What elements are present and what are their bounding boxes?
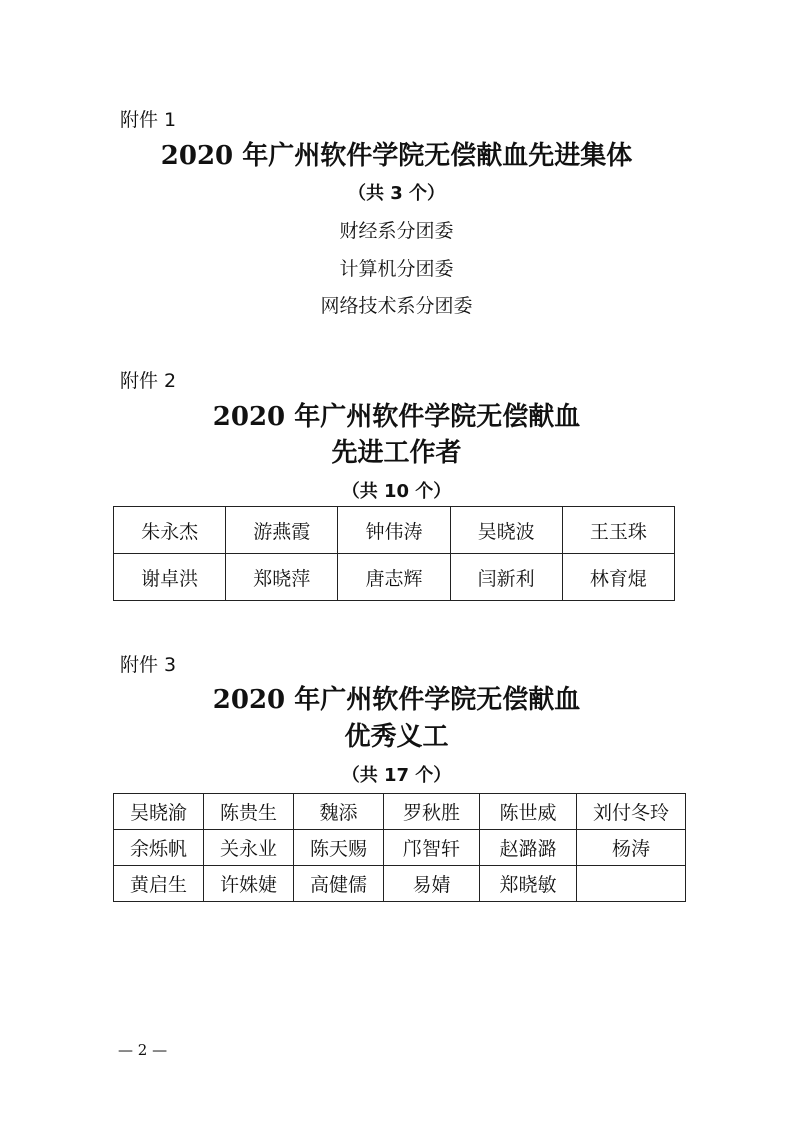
unit-name: 计算机分团委 (339, 258, 454, 280)
name-cell: 陈天赐 (294, 830, 384, 866)
attachment-label: 附件 1 (120, 109, 177, 131)
empty-cell (577, 866, 686, 902)
name-cell: 朱永杰 (114, 507, 226, 554)
count-label: （共 3 个） (347, 183, 446, 204)
name-cell: 王玉珠 (562, 507, 674, 554)
name-cell: 邝智轩 (384, 830, 480, 866)
name-cell: 罗秋胜 (384, 794, 480, 830)
attachment-label: 附件 2 (120, 370, 177, 392)
name-cell: 陈贵生 (204, 794, 294, 830)
table-row (114, 507, 675, 554)
name-cell: 唐志辉 (338, 554, 450, 601)
section-title-line1: 2020 年广州软件学院无偿献血 (212, 402, 581, 432)
page-number: — 2 — (118, 1041, 168, 1059)
count-label: （共 17 个） (341, 765, 452, 786)
table-row (114, 830, 686, 866)
attachment-label: 附件 3 (120, 654, 177, 676)
name-cell: 余烁帆 (114, 830, 204, 866)
table-row (114, 554, 675, 601)
name-cell: 刘付冬玲 (577, 794, 686, 830)
name-cell: 魏添 (294, 794, 384, 830)
name-cell: 吴晓渝 (114, 794, 204, 830)
name-cell: 林育焜 (562, 554, 674, 601)
unit-name: 财经系分团委 (339, 220, 454, 242)
name-cell: 高健儒 (294, 866, 384, 902)
name-cell: 许姝婕 (204, 866, 294, 902)
name-cell: 杨涛 (577, 830, 686, 866)
name-cell: 陈世威 (480, 794, 577, 830)
table-row (114, 794, 686, 830)
section-title-line2: 先进工作者 (331, 438, 462, 468)
section-title-line1: 2020 年广州软件学院无偿献血 (212, 685, 581, 715)
name-cell: 游燕霞 (226, 507, 338, 554)
count-label: （共 10 个） (341, 481, 452, 502)
table-row (114, 866, 686, 902)
section-title: 2020 年广州软件学院无偿献血先进集体 (160, 141, 633, 171)
name-cell: 易婧 (384, 866, 480, 902)
name-cell: 郑晓萍 (226, 554, 338, 601)
name-cell: 关永业 (204, 830, 294, 866)
section-title-line2: 优秀义工 (344, 722, 449, 752)
name-cell: 吴晓波 (450, 507, 562, 554)
name-cell: 闫新利 (450, 554, 562, 601)
unit-name: 网络技术系分团委 (320, 295, 473, 317)
name-cell: 钟伟涛 (338, 507, 450, 554)
volunteer-table (113, 793, 686, 902)
worker-table (113, 506, 675, 601)
name-cell: 黄启生 (114, 866, 204, 902)
name-cell: 赵潞潞 (480, 830, 577, 866)
name-cell: 郑晓敏 (480, 866, 577, 902)
name-cell: 谢卓洪 (114, 554, 226, 601)
